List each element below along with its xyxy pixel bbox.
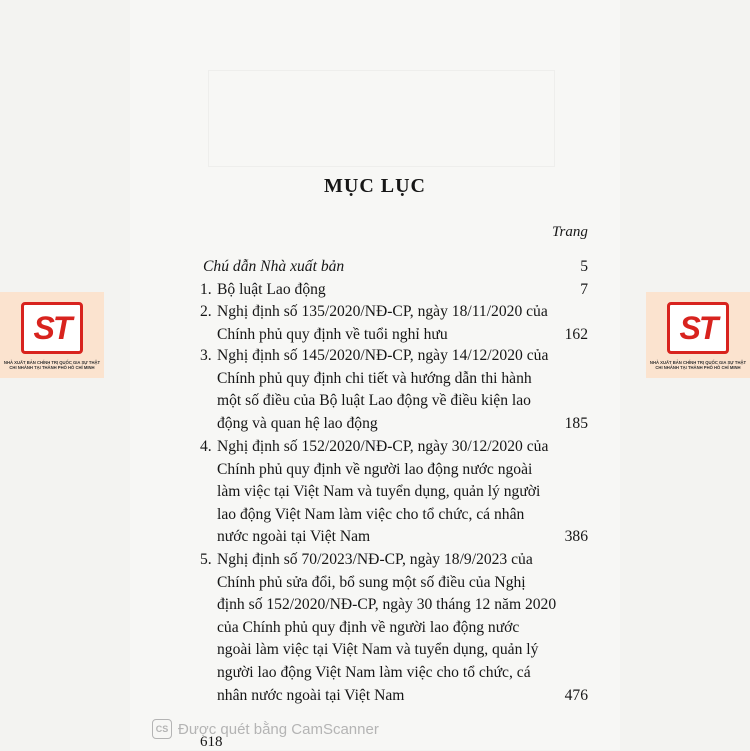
toc-entry-page: 476 bbox=[564, 686, 588, 704]
logo-line-2: CHI NHÁNH TẠI THÀNH PHỐ HỒ CHÍ MINH bbox=[9, 365, 95, 370]
toc-entry-page: 5 bbox=[580, 258, 588, 275]
page-column-label: Trang bbox=[552, 224, 588, 240]
page-number: 618 bbox=[200, 734, 223, 750]
publisher-logo-right bbox=[646, 292, 750, 378]
toc-entry-text: một số điều của Bộ luật Lao động về điều kiện lao bbox=[217, 392, 531, 410]
toc-entry-page: 185 bbox=[564, 414, 588, 432]
toc-entry-text: Chính phủ quy định về tuổi nghỉ hưu bbox=[217, 325, 448, 343]
toc-entry-text: Chính phủ quy định về người lao động nước ngoài bbox=[217, 460, 533, 478]
toc-entry-number: 5. bbox=[200, 551, 212, 568]
logo-mark: ST bbox=[21, 302, 83, 354]
toc-entry-number: 4. bbox=[200, 438, 212, 455]
toc-entry-text: lao động Việt Nam làm việc cho tổ chức, cá nhân bbox=[217, 505, 525, 523]
toc-entry-text: định số 152/2020/NĐ-CP, ngày 30 tháng 12 năm 2020 bbox=[217, 596, 557, 614]
logo-line-2: CHI NHÁNH TẠI THÀNH PHỐ HỒ CHÍ MINH bbox=[655, 365, 741, 370]
toc-entry-text: Nghị định số 70/2023/NĐ-CP, ngày 18/9/2023 của bbox=[217, 551, 533, 568]
camscanner-watermark bbox=[152, 719, 379, 739]
toc-entry-text: động và quan hệ lao động bbox=[217, 414, 378, 432]
toc-entry-text: Nghị định số 145/2020/NĐ-CP, ngày 14/12/2020 của bbox=[217, 347, 549, 364]
toc-entry-number: 3. bbox=[200, 347, 212, 364]
toc-entry-text: của Chính phủ quy định về người lao động nước bbox=[217, 618, 520, 636]
toc-entry-text: Nghị định số 152/2020/NĐ-CP, ngày 30/12/2020 của bbox=[217, 438, 549, 455]
publisher-logo-left bbox=[0, 292, 104, 378]
camscanner-icon: CS bbox=[152, 719, 172, 739]
toc-entry-text: người lao động Việt Nam làm việc cho tổ chức, cá bbox=[217, 664, 531, 681]
toc-entry-text: Chính phủ sửa đổi, bổ sung một số điều của Nghị bbox=[217, 573, 526, 591]
toc-entry-page: 162 bbox=[564, 325, 588, 343]
logo-line-1: NHÀ XUẤT BẢN CHÍNH TRỊ QUỐC GIA SỰ THẬT bbox=[649, 360, 747, 365]
toc-entry-text: nước ngoài tại Việt Nam bbox=[217, 528, 371, 546]
toc-entry-number: 1. bbox=[200, 281, 212, 298]
logo-line-1: NHÀ XUẤT BẢN CHÍNH TRỊ QUỐC GIA SỰ THẬT bbox=[3, 360, 101, 365]
toc-entry-text: làm việc tại Việt Nam và tuyển dụng, quản lý người bbox=[217, 483, 541, 501]
toc-entry-page: 7 bbox=[580, 281, 588, 298]
logo-mark: ST bbox=[667, 302, 729, 354]
toc-entry-text: Nghị định số 135/2020/NĐ-CP, ngày 18/11/2020 của bbox=[217, 303, 548, 320]
toc-entry-text: Chú dẫn Nhà xuất bản bbox=[203, 258, 345, 275]
toc-entry-text: ngoài làm việc tại Việt Nam và tuyển dụng, quản lý bbox=[217, 641, 539, 659]
toc-entry-page: 386 bbox=[564, 528, 588, 546]
toc-entry-number: 2. bbox=[200, 303, 212, 320]
toc-entry-text: Chính phủ quy định chi tiết và hướng dẫn thi hành bbox=[217, 369, 532, 387]
logo-caption bbox=[650, 360, 746, 370]
toc-entry-text: nhân nước ngoài tại Việt Nam bbox=[217, 686, 405, 704]
toc-entry-text: Bộ luật Lao động bbox=[217, 281, 326, 298]
logo-caption bbox=[4, 360, 100, 370]
page-title: MỤC LỤC bbox=[324, 175, 426, 197]
camscanner-text: Được quét bằng CamScanner bbox=[178, 720, 379, 738]
